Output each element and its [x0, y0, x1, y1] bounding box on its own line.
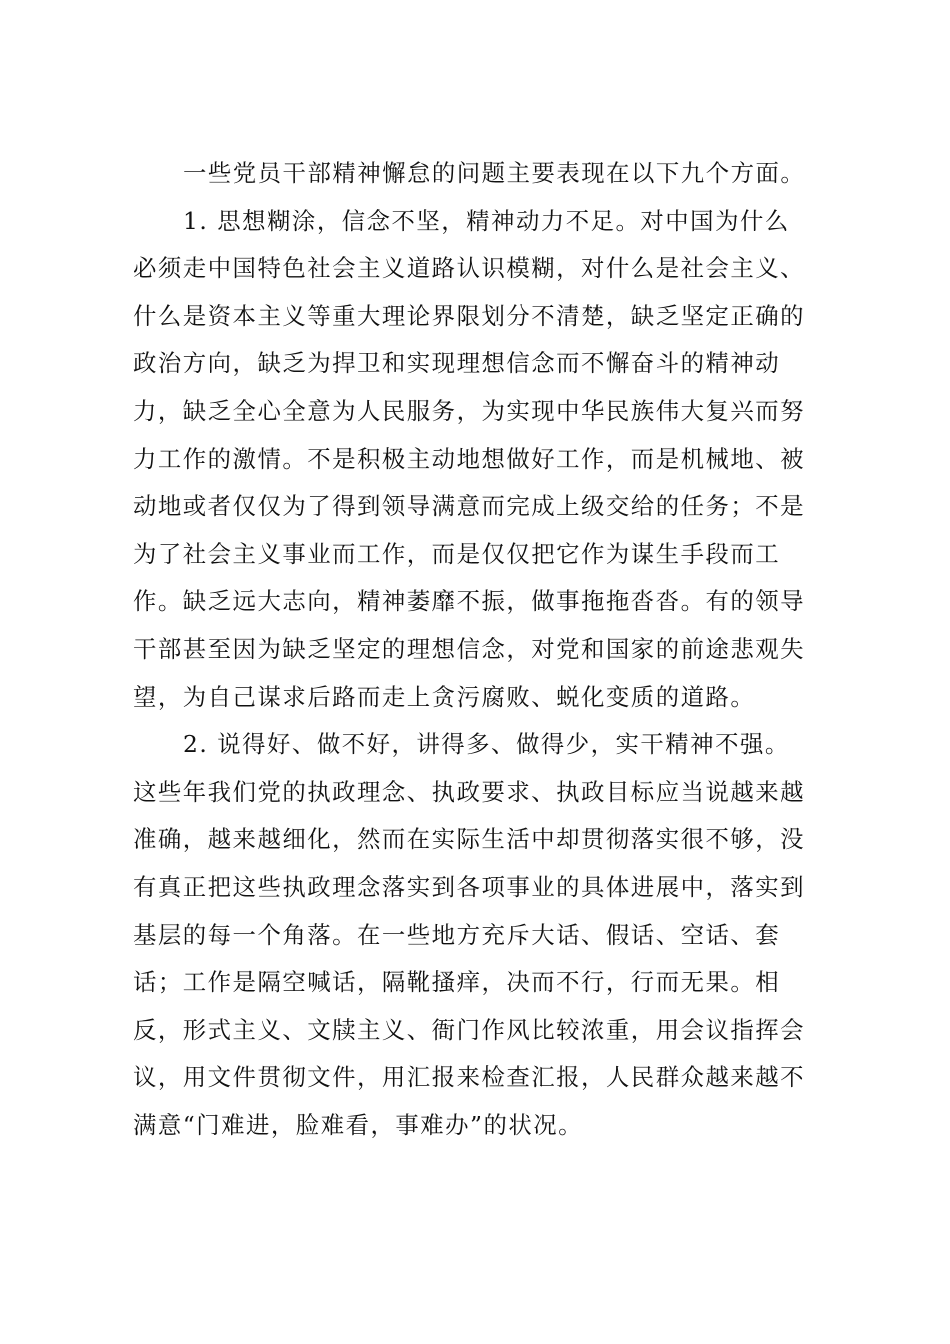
- point-1-line: 作。缺乏远大志向，精神萎靡不振，做事拖拖沓沓。有的领导: [133, 587, 806, 616]
- intro-line: 一些党员干部精神懈怠的问题主要表现在以下九个方面。: [183, 159, 806, 187]
- point-1-line: 动地或者仅仅为了得到领导满意而完成上级交给的任务；不是: [133, 492, 806, 521]
- point-1-line: 为了社会主义事业而工作，而是仅仅把它作为谋生手段而工: [133, 539, 781, 568]
- point-2-line: 议，用文件贯彻文件，用汇报来检查汇报，人民群众越来越不: [133, 1063, 806, 1092]
- point-1-line: 望，为自己谋求后路而走上贪污腐败、蜕化变质的道路。: [133, 682, 756, 711]
- point-1-line: 什么是资本主义等重大理论界限划分不清楚，缺乏坚定正确的: [133, 301, 806, 330]
- point-1-heading-line: 1. 思想糊涂，信念不坚，精神动力不足。对中国为什么: [183, 206, 790, 235]
- document-body: [133, 150, 833, 1149]
- point-1-line: 力，缺乏全心全意为人民服务，为实现中华民族伟大复兴而努: [133, 396, 806, 425]
- point-1-line: 干部甚至因为缺乏坚定的理想信念，对党和国家的前途悲观失: [133, 634, 806, 663]
- point-2-line: 有真正把这些执政理念落实到各项事业的具体进展中，落实到: [133, 872, 806, 901]
- point-1-line: 力工作的激情。不是积极主动地想做好工作，而是机械地、被: [133, 444, 806, 473]
- point-2-line: 话；工作是隔空喊话，隔靴搔痒，决而不行，行而无果。相: [133, 968, 781, 997]
- point-2-line: 反，形式主义、文牍主义、衙门作风比较浓重，用会议指挥会: [133, 1015, 806, 1044]
- point-2-line: 满意“门难进，脸难看，事难办”的状况。: [133, 1110, 584, 1139]
- point-1-line: 政治方向，缺乏为捍卫和实现理想信念而不懈奋斗的精神动: [133, 349, 781, 378]
- point-1-line: 必须走中国特色社会主义道路认识模糊，对什么是社会主义、: [133, 254, 806, 283]
- point-2-line: 准确，越来越细化，然而在实际生活中却贯彻落实很不够，没: [133, 825, 806, 854]
- point-2-heading-line: 2. 说得好、做不好，讲得多、做得少，实干精神不强。: [183, 730, 790, 759]
- point-2-line: 基层的每一个角落。在一些地方充斥大话、假话、空话、套: [133, 920, 781, 949]
- point-2-line: 这些年我们党的执政理念、执政要求、执政目标应当说越来越: [133, 777, 806, 806]
